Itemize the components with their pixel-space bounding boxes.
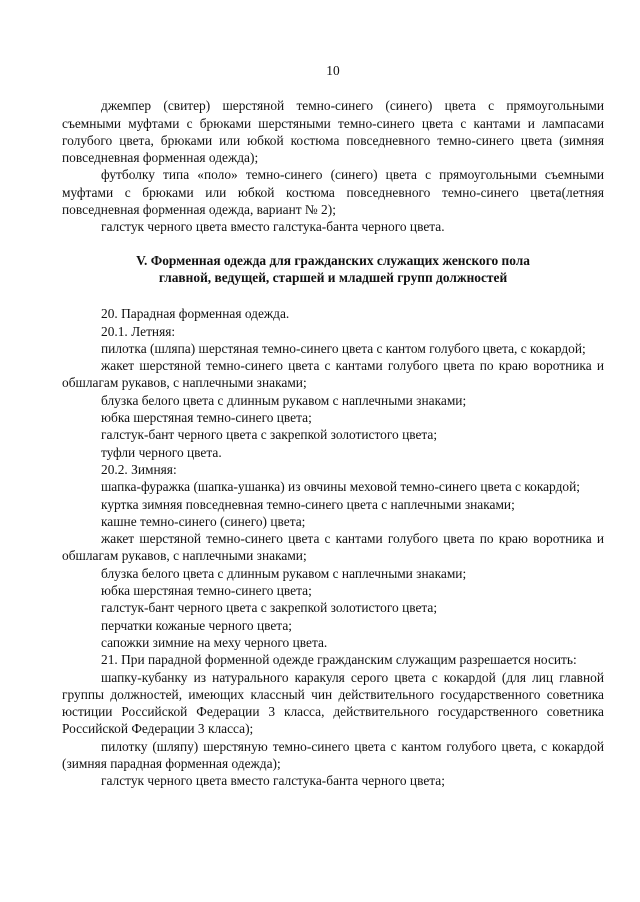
paragraph: юбка шерстяная темно-синего цвета; [101,583,312,599]
paragraph: 20. Парадная форменная одежда. [101,306,290,322]
paragraph: галстук черного цвета вместо галстука-банта черного цвета; [101,773,445,789]
paragraph: пилотку (шляпу) шерстяную темно-синего цвета с кантом голубого цвета, с кокардой (зимняя парадная форменная одежда); [62,738,604,771]
paragraph: перчатки кожаные черного цвета; [101,617,292,633]
section-heading [62,252,604,287]
paragraph: блузка белого цвета с длинным рукавом с наплечными знаками; [101,392,467,408]
section-heading-line: главной, ведущей, старшей и младшей групп должностей [158,269,508,285]
page-number: 10 [326,63,340,78]
paragraph: футболку типа «поло» темно-синего (синего) цвета с прямоугольными съемными муфтами с брюками или юбкой костюма повседневного темно-синего цвета(летняя повседневная форменная одежда, вариант № 2); [62,167,604,218]
paragraph: 20.2. Зимняя: [101,461,177,477]
paragraph: пилотка (шляпа) шерстяная темно-синего цвета с кантом голубого цвета, с кокардой; [101,340,586,356]
paragraph: жакет шерстяной темно-синего цвета с кантами голубого цвета по краю воротника и обшлагам рукавов, с наплечными знаками; [62,358,604,391]
paragraph: 21. При парадной форменной одежде гражданским служащим разрешается носить: [101,652,577,668]
paragraph: галстук-бант черного цвета с закрепкой золотистого цвета; [101,427,438,443]
paragraph: галстук черного цвета вместо галстука-банта черного цвета. [101,219,445,235]
paragraph: сапожки зимние на меху черного цвета. [101,634,328,650]
section-body [62,305,604,789]
section-heading-line: V. Форменная одежда для гражданских служащих женского пола [136,252,530,268]
paragraph: туфли черного цвета. [101,444,222,460]
paragraph: жакет шерстяной темно-синего цвета с кантами голубого цвета по краю воротника и обшлагам рукавов, с наплечными знаками; [62,531,604,564]
paragraph: шапка-фуражка (шапка-ушанка) из овчины меховой темно-синего цвета с кокардой; [101,479,580,495]
paragraph: куртка зимняя повседневная темно-синего цвета с наплечными знаками; [101,496,515,512]
paragraph: кашне темно-синего (синего) цвета; [101,513,306,529]
paragraph: 20.1. Летняя: [101,323,176,339]
paragraph: юбка шерстяная темно-синего цвета; [101,410,312,426]
paragraph: джемпер (свитер) шерстяной темно-синего (синего) цвета с прямоугольными съемными муфтами с брюками шерстяными темно-синего цвета с кантами и лампасами голубого цвета, брюками или юбкой костюма повседневного темно-синего цвета (зимняя повседневная форменная одежда); [62,98,604,166]
paragraph: галстук-бант черного цвета с закрепкой золотистого цвета; [101,600,438,616]
intro-text [62,97,604,235]
paragraph: шапку-кубанку из натурального каракуля серого цвета с кокардой (для лиц главной группы должностей, имеющих классный чин действительного государственного советника юстиции Российской Федерации 3 класса, действительного государственного советника Российской Федерации 3 класса); [62,669,604,737]
paragraph: блузка белого цвета с длинным рукавом с наплечными знаками; [101,565,467,581]
